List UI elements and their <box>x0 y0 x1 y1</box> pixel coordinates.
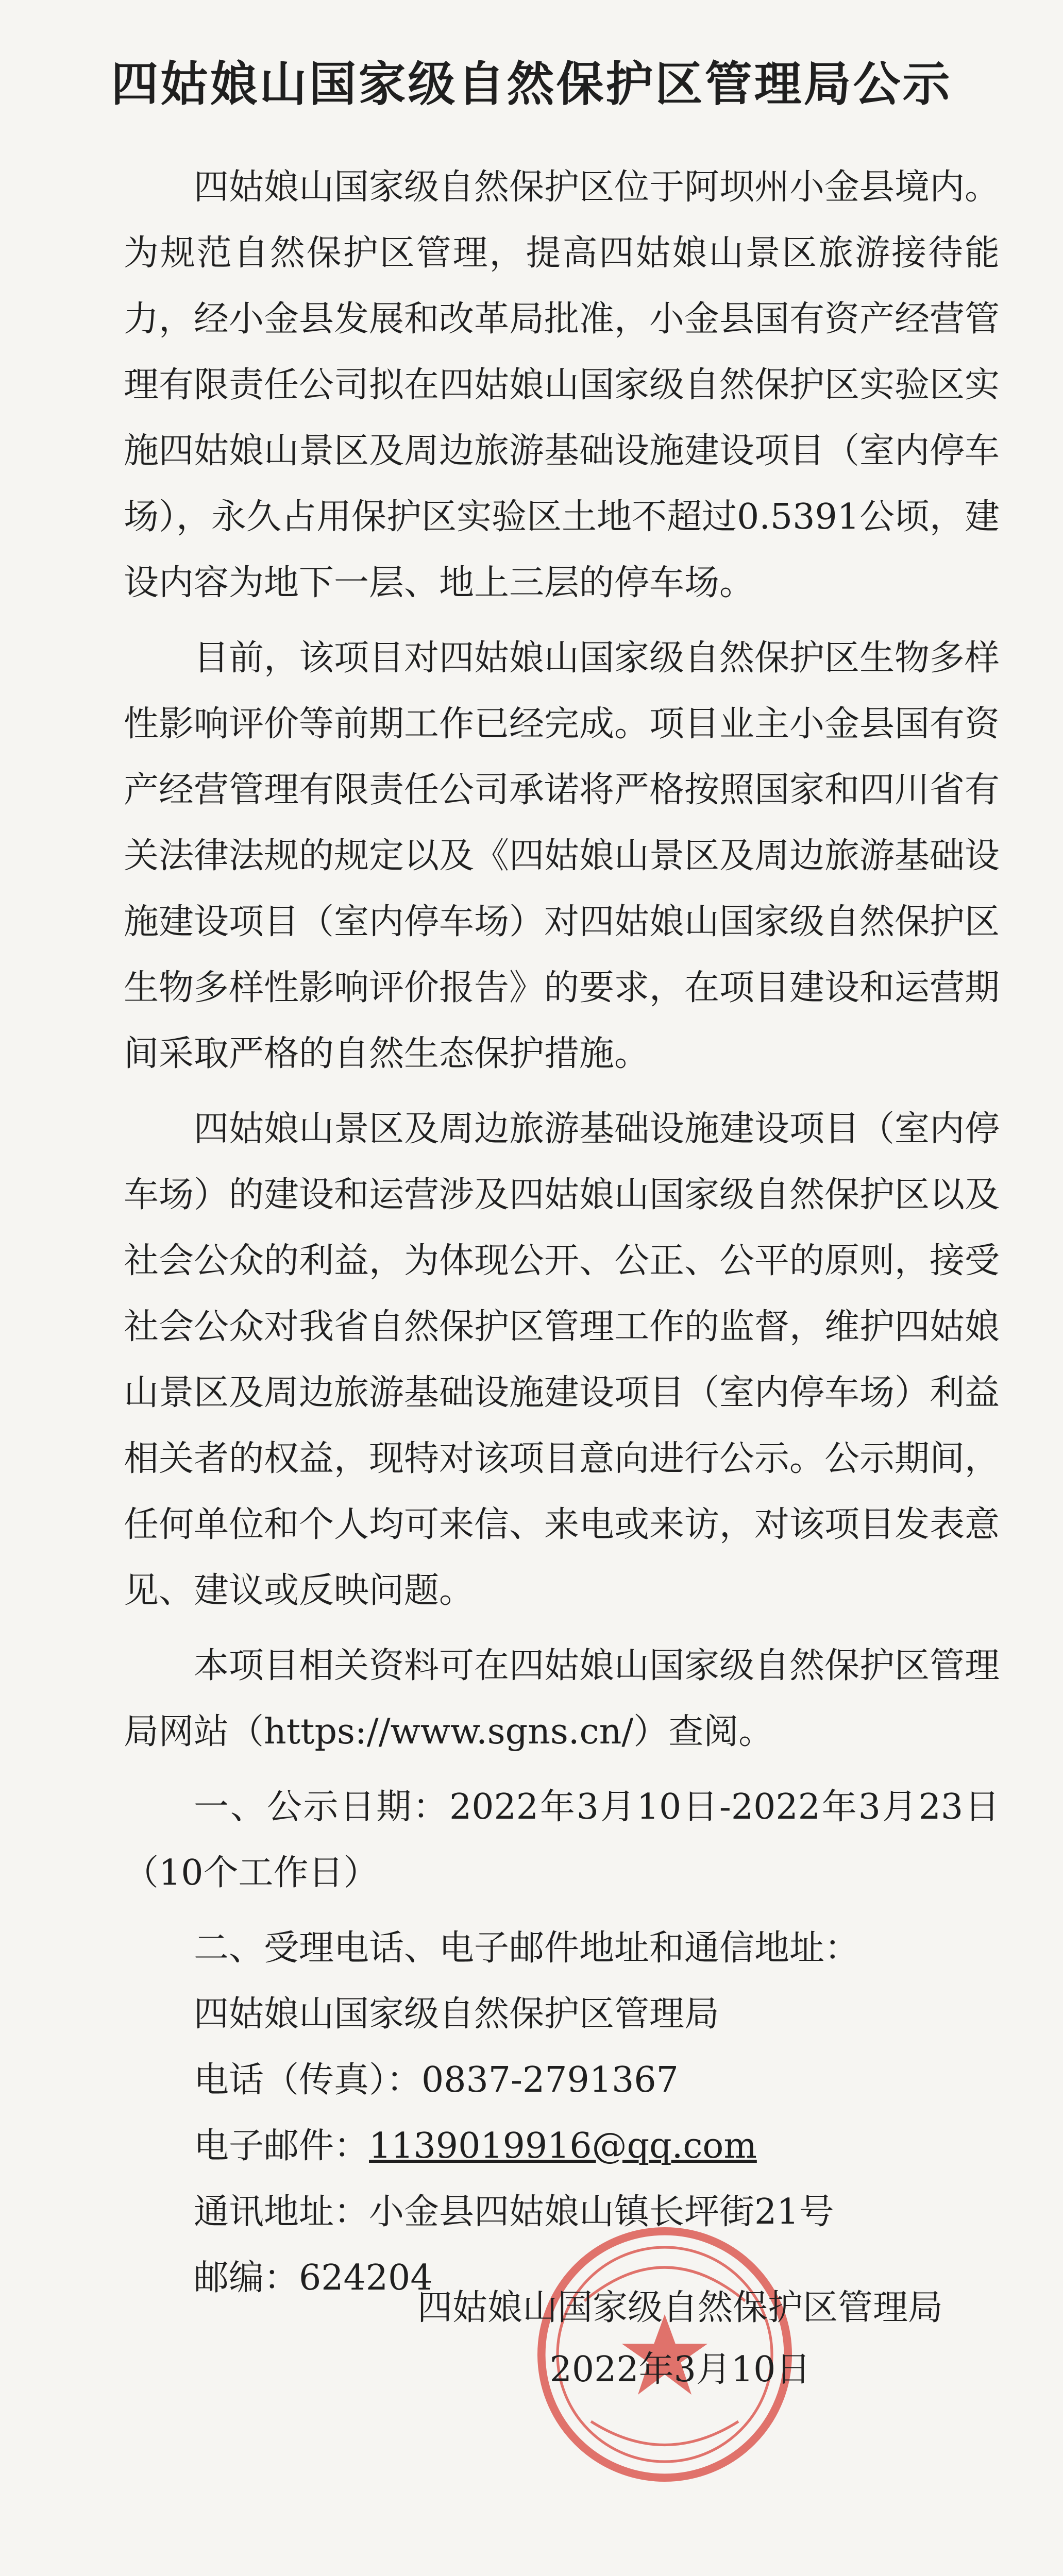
signature-date: 2022年3月10日 <box>549 2349 811 2390</box>
email-label: 电子邮件： <box>194 2126 369 2166</box>
paragraph-public-interest: 四姑娘山景区及周边旅游基础设施建设项目（室内停车场）的建设和运营涉及四姑娘山国家级自然保护区以及社会公众的利益，为体现公开、公正、公平的原则，接受社会公众对我省自然保护区管理工作的监督，维护四姑娘山景区及周边旅游基础设施建设项目（室内停车场）利益相关者的权益，现特对该项目意向进行公示。公示期间，任何单位和个人均可来信、来电或来访，对该项目发表意见、建议或反映问题。 <box>124 1109 1000 1611</box>
contact-heading: 二、受理电话、电子邮件地址和通信地址： <box>194 1928 860 1969</box>
paragraph-location: 四姑娘山国家级自然保护区位于阿坝州小金县境内。为规范自然保护区管理，提高四姑娘山景区旅游接待能力，经小金县发展和改革局批准，小金县国有资产经营管理有限责任公司拟在四姑娘山国家级自然保护区实验区实施四姑娘山景区及周边旅游基础设施建设项目（室内停车场），永久占用保护区实验区土地不超过0.5391公顷，建设内容为地下一层、地上三层的停车场。 <box>124 167 1000 603</box>
page-title: 四姑娘山国家级自然保护区管理局公示 <box>111 57 952 112</box>
contact-phone: 电话（传真）：0837-2791367 <box>194 2060 679 2100</box>
email-link[interactable]: 1139019916@qq.com <box>369 2126 757 2166</box>
contact-email-row <box>124 2113 1000 2179</box>
paragraph-assessment: 目前，该项目对四姑娘山国家级自然保护区生物多样性影响评价等前期工作已经完成。项目业主小金县国有资产经营管理有限责任公司承诺将严格按照国家和四川省有关法律法规的规定以及《四姑娘山景区及周边旅游基础设施建设项目（室内停车场）对四姑娘山国家级自然保护区生物多样性影响评价报告》的要求，在项目建设和运营期间采取严格的自然生态保护措施。 <box>124 638 1000 1074</box>
contact-postcode: 邮编：624204 <box>194 2258 433 2298</box>
contact-address: 通讯地址：小金县四姑娘山镇长坪街21号 <box>194 2192 834 2232</box>
signature-org: 四姑娘山国家级自然保护区管理局 <box>417 2287 943 2328</box>
paragraph-dates: 一、公示日期：2022年3月10日-2022年3月23日（10个工作日） <box>124 1787 1000 1893</box>
notice-body <box>124 155 1000 2311</box>
signature-block <box>392 2277 969 2401</box>
paragraph-materials: 本项目相关资料可在四姑娘山国家级自然保护区管理局网站（https://www.sgns.cn/）查阅。 <box>124 1646 1000 1752</box>
contact-org: 四姑娘山国家级自然保护区管理局 <box>194 1994 720 2035</box>
